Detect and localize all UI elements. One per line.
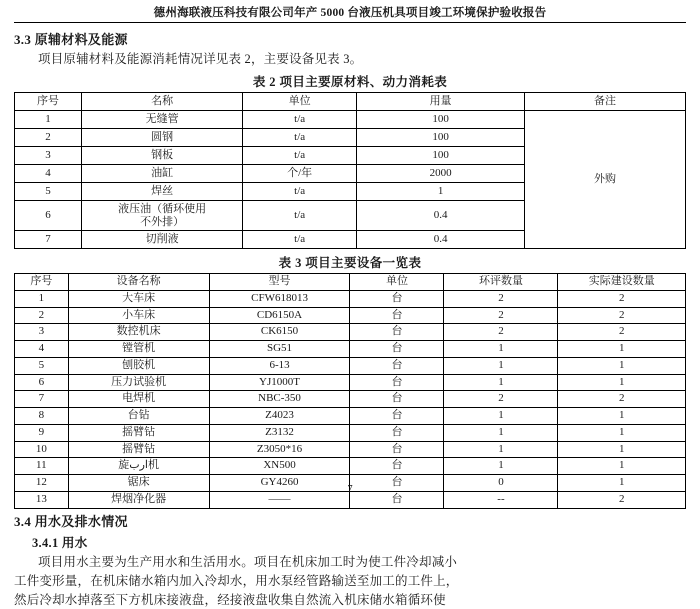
table3-header-cell: 型号: [209, 274, 350, 291]
table3-cell-actual-qty: 1: [558, 458, 686, 475]
table3-cell-actual-qty: 1: [558, 341, 686, 358]
table2-cell-no: 5: [15, 183, 82, 201]
table3-cell-actual-qty: 1: [558, 357, 686, 374]
table-row: [15, 458, 686, 475]
table-row: [15, 324, 686, 341]
table3-cell-model: Z3132: [209, 424, 350, 441]
table3-header-cell: 环评数量: [444, 274, 558, 291]
table2-cell-remark-merged: 外购: [524, 111, 685, 249]
table2-cell-no: 4: [15, 165, 82, 183]
table3-cell-model: CD6150A: [209, 307, 350, 324]
table2-cell-name: 切削液: [82, 231, 243, 249]
table2-cell-no: 7: [15, 231, 82, 249]
table3-cell-unit: 台: [350, 424, 444, 441]
section-3-3-paragraph: 项目原辅材料及能源消耗情况详见表 2，主要设备见表 3。: [38, 52, 363, 66]
table3-cell-no: 1: [15, 290, 69, 307]
table2-title: 表 2 项目主要原材料、动力消耗表: [252, 75, 448, 90]
table3-cell-actual-qty: 1: [558, 441, 686, 458]
table3-cell-eia-qty: 0: [444, 475, 558, 492]
table-row: [15, 408, 686, 425]
table-row: [15, 111, 686, 129]
table2-header-cell: 名称: [82, 93, 243, 111]
table3-cell-no: 7: [15, 391, 69, 408]
table3-cell-eia-qty: 1: [444, 441, 558, 458]
table-row: [15, 307, 686, 324]
table3-cell-no: 4: [15, 341, 69, 358]
table3-cell-no: 3: [15, 324, 69, 341]
table3-cell-no: 9: [15, 424, 69, 441]
table3-cell-device: 数控机床: [68, 324, 209, 341]
table3-cell-unit: 台: [350, 408, 444, 425]
table2-header-cell: 序号: [15, 93, 82, 111]
table2-cell-amount: 100: [357, 129, 525, 147]
table-row-header: [15, 274, 686, 291]
table2-header-cell: 备注: [524, 93, 685, 111]
table2-cell-name-line2: 不外排）: [140, 215, 185, 228]
table3-header-cell: 设备名称: [68, 274, 209, 291]
table2-cell-no: 6: [15, 201, 82, 231]
table2-cell-amount: 0.4: [357, 231, 525, 249]
table2-cell-name: 圆钢: [82, 129, 243, 147]
table3-header-cell: 序号: [15, 274, 69, 291]
table2-cell-name: 焊丝: [82, 183, 243, 201]
table3-title: 表 3 项目主要设备一览表: [278, 256, 422, 271]
section-3-4-1-paragraph-line3: 然后冷却水掉落至下方机床接液盘，经接液盘收集自然流入机床储水箱循环使: [14, 592, 446, 607]
table2-cell-amount: 2000: [357, 165, 525, 183]
table3-cell-device: 刨胶机: [68, 357, 209, 374]
table3-cell-actual-qty: 1: [558, 408, 686, 425]
table3-cell-unit: 台: [350, 391, 444, 408]
table3-cell-model: XN500: [209, 458, 350, 475]
table2-cell-no: 1: [15, 111, 82, 129]
table2-cell-unit: 个/年: [243, 165, 357, 183]
table3-cell-eia-qty: 1: [444, 374, 558, 391]
table3-cell-no: 12: [15, 475, 69, 492]
table3-cell-unit: 台: [350, 341, 444, 358]
table3-cell-unit: 台: [350, 357, 444, 374]
table3-cell-device: 锯床: [68, 475, 209, 492]
table-row: [15, 424, 686, 441]
table3-cell-actual-qty: 2: [558, 307, 686, 324]
table3-cell-device: 焊烟净化器: [68, 491, 209, 508]
table3-cell-actual-qty: 2: [558, 290, 686, 307]
table3-cell-device: 镗管机: [68, 341, 209, 358]
table3-cell-eia-qty: 2: [444, 290, 558, 307]
table3-cell-device: 小车床: [68, 307, 209, 324]
table3-header-cell: 单位: [350, 274, 444, 291]
table-row-header: [15, 93, 686, 111]
table-materials: [14, 92, 686, 249]
table3-cell-model: YJ1000T: [209, 374, 350, 391]
page-number: 7: [347, 484, 353, 495]
table3-cell-eia-qty: 1: [444, 357, 558, 374]
section-3-4-1-paragraph-line2: 工件变形量，在机床储水箱内加入冷却水，用水泵经管路输送至加工的工件上，: [14, 573, 459, 588]
table3-cell-unit: 台: [350, 324, 444, 341]
table3-header-cell: 实际建设数量: [558, 274, 686, 291]
table3-cell-eia-qty: 2: [444, 324, 558, 341]
table-row: [15, 290, 686, 307]
table3-cell-eia-qty: --: [444, 491, 558, 508]
table2-cell-unit: t/a: [243, 201, 357, 231]
table3-cell-unit: 台: [350, 307, 444, 324]
table2-header-cell: 单位: [243, 93, 357, 111]
table2-cell-unit: t/a: [243, 129, 357, 147]
section-heading-3-4: 3.4 用水及排水情况: [14, 513, 128, 529]
table2-cell-unit: t/a: [243, 183, 357, 201]
section-3-4-1-paragraph-line1: 项目用水主要为生产用水和生活用水。项目在机床加工时为使工件冷却减小: [38, 554, 458, 569]
table3-cell-actual-qty: 1: [558, 475, 686, 492]
table2-cell-name: [82, 201, 243, 231]
table3-cell-eia-qty: 1: [444, 424, 558, 441]
table3-cell-device: 摇臂钻: [68, 441, 209, 458]
table2-cell-name: 钢板: [82, 147, 243, 165]
table3-cell-unit: 台: [350, 475, 444, 492]
table3-cell-model: CK6150: [209, 324, 350, 341]
section-heading-3-4-1: 3.4.1 用水: [32, 535, 88, 550]
table2-cell-name: 油缸: [82, 165, 243, 183]
table3-cell-unit: 台: [350, 491, 444, 508]
document-header-title: 德州海联液压科技有限公司年产 5000 台液压机具项目竣工环境保护验收报告: [14, 4, 686, 23]
section-heading-3-3: 3.3 原辅材料及能源: [14, 32, 128, 47]
table3-cell-model: Z4023: [209, 408, 350, 425]
table3-cell-model: NBC-350: [209, 391, 350, 408]
table3-cell-device: 压力试验机: [68, 374, 209, 391]
table2-cell-name: 无缝管: [82, 111, 243, 129]
table3-cell-eia-qty: 2: [444, 391, 558, 408]
table2-cell-unit: t/a: [243, 147, 357, 165]
table3-cell-actual-qty: 1: [558, 424, 686, 441]
table3-cell-device: 摇臂钻: [68, 424, 209, 441]
table3-cell-unit: 台: [350, 441, 444, 458]
table2-header-cell: 用量: [357, 93, 525, 111]
table2-cell-amount: 0.4: [357, 201, 525, 231]
table2-cell-no: 2: [15, 129, 82, 147]
table3-cell-actual-qty: 2: [558, 324, 686, 341]
table2-cell-amount: 100: [357, 111, 525, 129]
table3-cell-device: 电焊机: [68, 391, 209, 408]
table3-cell-no: 8: [15, 408, 69, 425]
table2-cell-amount: 100: [357, 147, 525, 165]
table-row: [15, 374, 686, 391]
table3-cell-actual-qty: 2: [558, 491, 686, 508]
table3-cell-model: CFW618013: [209, 290, 350, 307]
table2-cell-unit: t/a: [243, 231, 357, 249]
table3-cell-no: 2: [15, 307, 69, 324]
table3-cell-device: 大车床: [68, 290, 209, 307]
table3-cell-actual-qty: 1: [558, 374, 686, 391]
table3-cell-no: 6: [15, 374, 69, 391]
table3-cell-model: Z3050*16: [209, 441, 350, 458]
table3-cell-unit: 台: [350, 290, 444, 307]
table3-cell-device: 台钻: [68, 408, 209, 425]
table-row: [15, 391, 686, 408]
table3-cell-model: SG51: [209, 341, 350, 358]
table2-cell-unit: t/a: [243, 111, 357, 129]
table3-cell-eia-qty: 1: [444, 408, 558, 425]
table2-cell-no: 3: [15, 147, 82, 165]
table3-cell-unit: 台: [350, 374, 444, 391]
table3-cell-no: 10: [15, 441, 69, 458]
table3-cell-actual-qty: 2: [558, 391, 686, 408]
table3-cell-model: 6-13: [209, 357, 350, 374]
table3-cell-eia-qty: 1: [444, 341, 558, 358]
table3-cell-model: ——: [209, 491, 350, 508]
table3-cell-unit: 台: [350, 458, 444, 475]
table-row: [15, 341, 686, 358]
table3-cell-eia-qty: 2: [444, 307, 558, 324]
table3-cell-eia-qty: 1: [444, 458, 558, 475]
table2-cell-amount: 1: [357, 183, 525, 201]
table3-cell-no: 13: [15, 491, 69, 508]
table-row: [15, 357, 686, 374]
table-equipment: [14, 273, 686, 509]
table3-cell-device: 旋ارب机: [68, 458, 209, 475]
table-row: [15, 441, 686, 458]
table2-cell-name-line1: 液压油（循环使用: [118, 202, 207, 215]
table3-cell-no: 5: [15, 357, 69, 374]
table3-cell-model: GY4260: [209, 475, 350, 492]
table3-cell-no: 11: [15, 458, 69, 475]
